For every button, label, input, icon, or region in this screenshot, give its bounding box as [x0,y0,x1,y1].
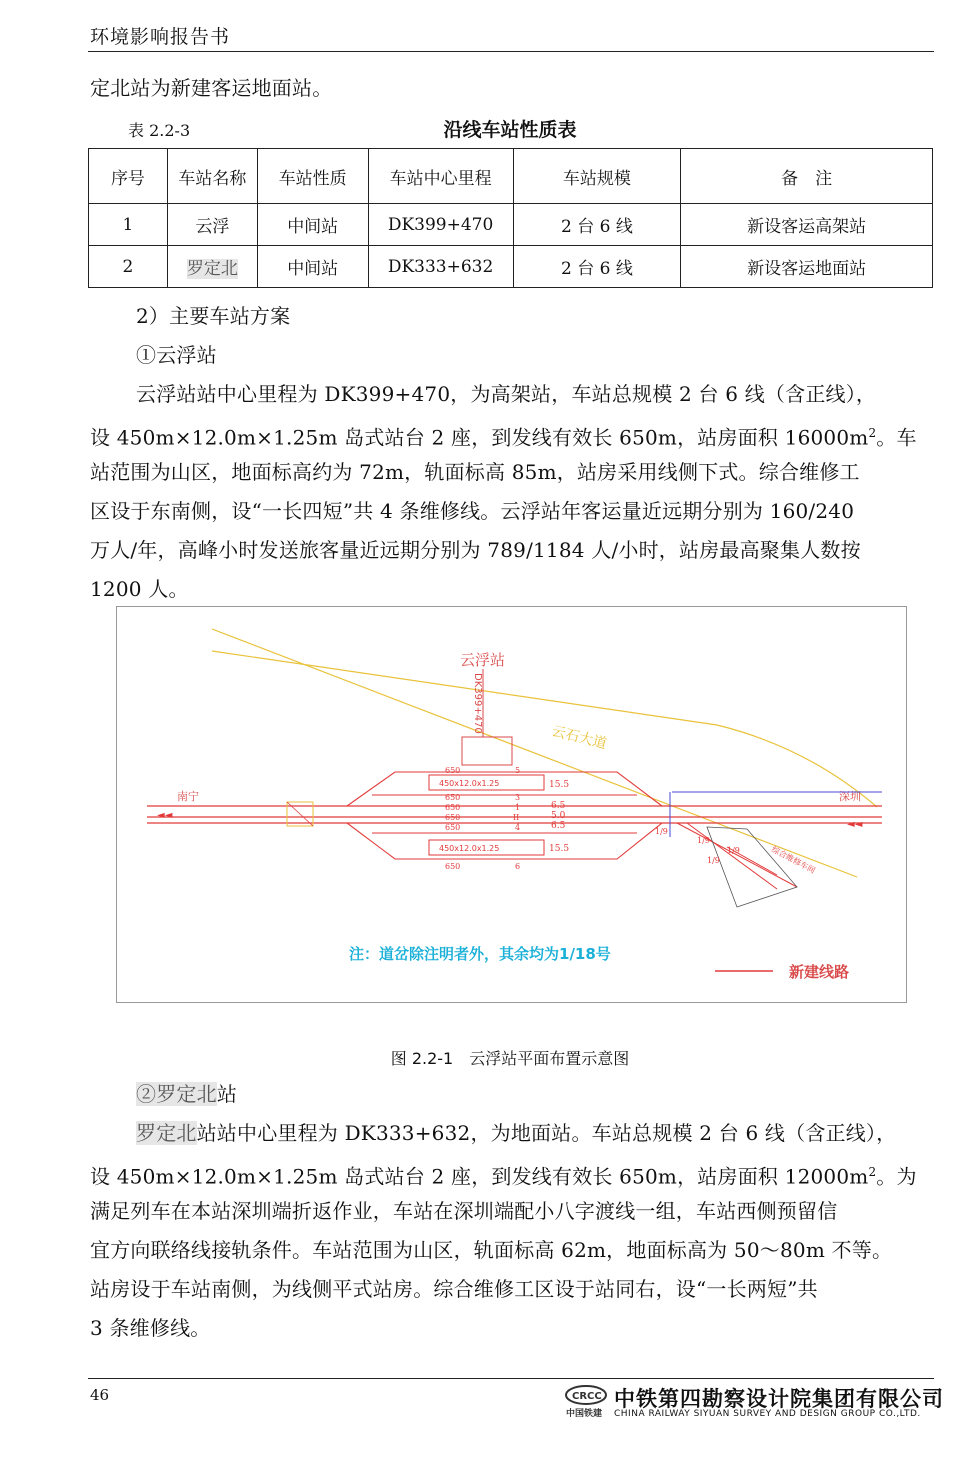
road-label: 云石大道 [550,723,609,753]
section-heading: 2）主要车站方案 [136,304,291,328]
table-header-row [89,149,933,204]
mileage-label: DK399+470 [472,673,483,734]
header-rule [88,51,934,52]
east-arrow-icon: ◄◄ [847,819,863,830]
table-cell: 中间站 [257,204,368,246]
spacing-label: 15.5 [549,844,570,854]
platform-label: 450x12.0x1.25 [439,844,500,853]
west-arrow-icon: ◄◄ [157,810,173,821]
para1-line4: 区设于东南侧，设“一长四短”共 4 条维修线。云浮站年客运量近远期分别为 160/240 [90,499,855,523]
para1-line5: 万人/年，高峰小时发送旅客量近远期分别为 789/1184 人/小时，站房最高聚集人数按 [90,538,861,562]
table-header: 序号 [89,149,168,204]
company-name: 中铁第四勘察设计院集团有限公司 [614,1387,944,1411]
para1-line2-tail: 。车 [876,425,917,450]
para2-line1-text: 站站中心里程为 DK333+632，为地面站。车站总规模 2 台 6 线（含正线）， [196,1121,897,1145]
table-cell: 新设客运高架站 [681,204,933,246]
table-cell: 云浮 [167,204,257,246]
track-number: 5 [515,766,521,775]
station-label: 云浮站 [460,651,506,669]
branch-line [687,823,777,889]
header-title: 环境影响报告书 [90,26,231,48]
track-number: 4 [515,823,521,832]
highlighted-name: ②罗定北 [136,1082,217,1106]
page-number: 46 [90,1386,110,1404]
platform-label: 450x12.0x1.25 [439,779,500,788]
para1-line6: 1200 人。 [90,577,189,601]
track-number: 1 [515,803,521,812]
figure-note: 注：道岔除注明者外，其余均为1/18号 [349,945,611,963]
track-number: II [513,813,520,822]
station-layout-diagram [117,607,906,1002]
track-length: 650 [445,813,461,822]
para2-line2-text: 设 450m×12.0m×1.25m 岛式站台 2 座，到发线有效长 650m，站房面积 12000m [90,1164,869,1189]
table-cell: DK333+632 [368,246,513,288]
table-number: 表 2.2-3 [128,121,191,140]
table-cell: 2 台 6 线 [513,204,681,246]
table-cell: 中间站 [257,246,368,288]
track-length: 650 [445,803,461,812]
east-direction-label: 深圳 [839,790,861,803]
west-direction-label: 南宁 [177,790,199,803]
company-logo-icon [563,1383,609,1419]
depot-outline [707,827,797,907]
table-header: 车站规模 [513,149,681,204]
table-cell: 新设客运地面站 [681,246,933,288]
para2-line5: 站房设于车站南侧，为线侧平式站房。综合维修工区设于站同右，设“一长两短”共 [90,1277,818,1301]
footer-rule [88,1378,934,1379]
table-row [89,246,933,288]
table-title: 沿线车站性质表 [443,119,577,141]
para2-line2-tail: 。为 [876,1164,917,1189]
track-length: 650 [445,823,461,832]
ratio-label: 1/9 [707,856,720,865]
superscript: 2 [868,1165,877,1179]
track-loop [347,772,662,806]
highlighted-station-name: 罗定北 [186,259,238,279]
station-table [88,148,933,288]
para2-line3: 满足列车在本站深圳端折返作业，车站在深圳端配小八字渡线一组，车站西侧预留信 [90,1199,838,1223]
legend-label: 新建线路 [789,963,850,981]
table-header: 车站中心里程 [368,149,513,204]
para2-line1 [136,1114,896,1153]
highlighted-name: 罗定北 [136,1121,197,1145]
track-length: 650 [445,862,461,871]
track-number: 6 [515,862,521,871]
station-layout-figure [116,606,907,1003]
subsection-suffix: 站 [216,1082,238,1106]
figure-caption: 图 2.2-1 云浮站平面布置示意图 [390,1049,630,1068]
spacing-label: 6.5 [551,801,566,811]
para1-line2-text: 设 450m×12.0m×1.25m 岛式站台 2 座，到发线有效长 650m，站房面积 16000m [90,425,869,450]
ratio-label: 1/9 [727,846,740,855]
table-row [89,204,933,246]
para2-line4: 宜方向联络线接轨条件。车站范围为山区，轨面标高 62m，地面标高为 50～80m 不等。 [90,1238,893,1262]
subsection-yunfu: ①云浮站 [136,343,217,367]
para1-line2 [90,414,917,458]
table-header: 备 注 [681,149,933,204]
spacing-label: 15.5 [549,780,570,790]
subsection-luodingbei [136,1075,237,1114]
para2-line2 [90,1153,917,1197]
para1-line3: 站范围为山区，地面标高约为 72m，轨面标高 85m，站房采用线侧下式。综合维修工 [90,460,860,484]
logo-abbr: CRCC [572,1391,602,1402]
ratio-label: 1/9 [655,827,668,836]
table-cell-highlighted [167,246,257,288]
spacing-label: 5.0 [551,811,566,821]
table-cell: DK399+470 [368,204,513,246]
track-length: 650 [445,766,461,775]
intro-line: 定北站为新建客运地面站。 [90,76,333,100]
logo-cn: 中国铁建 [566,1409,603,1419]
track-number: 3 [515,793,521,802]
superscript: 2 [868,426,877,440]
ratio-label: 1/9 [697,836,710,845]
table-header: 车站性质 [257,149,368,204]
spacing-label: 6.5 [551,821,566,831]
table-cell: 2 [89,246,168,288]
para1-line1: 云浮站站中心里程为 DK399+470，为高架站，车站总规模 2 台 6 线（含正线）， [136,382,877,406]
table-cell: 1 [89,204,168,246]
table-header: 车站名称 [167,149,257,204]
depot-label: 综合维修车间 [770,844,817,876]
company-name-en: CHINA RAILWAY SIYUAN SURVEY AND DESIGN GROUP CO.,LTD. [614,1409,921,1419]
para2-line6: 3 条维修线。 [90,1316,211,1340]
track-length: 650 [445,793,461,802]
track-loop [347,823,662,859]
table-cell: 2 台 6 线 [513,246,681,288]
